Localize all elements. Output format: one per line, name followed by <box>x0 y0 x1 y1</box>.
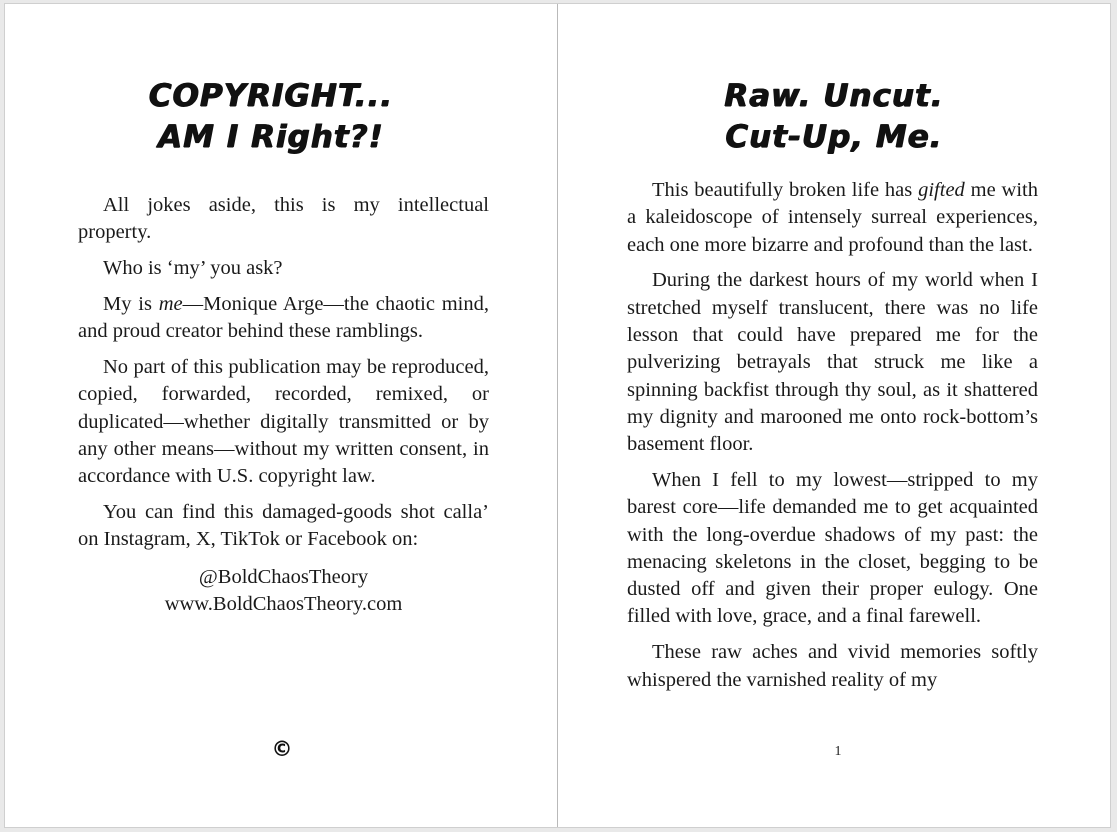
social-handle: @BoldChaosTheory <box>198 565 369 588</box>
emphasis-text: me <box>158 292 183 315</box>
book-spread <box>5 4 1110 827</box>
paragraph: All jokes aside, this is my intellectual property. <box>78 194 489 244</box>
paragraph-text: This beautifully broken life has <box>652 179 919 201</box>
left-page-body <box>78 192 489 618</box>
right-page-body <box>627 177 1038 702</box>
paragraph-text: —Monique Arge—the chaotic mind, and proud creator behind these ramblings. <box>78 292 490 343</box>
copyright-icon: © <box>271 737 293 761</box>
right-page <box>558 4 1110 827</box>
paragraph: Who is ‘my’ you ask? <box>103 257 283 280</box>
social-handles <box>78 564 489 619</box>
left-page <box>5 4 557 827</box>
left-page-title <box>5 76 537 158</box>
paragraph: These raw aches and vivid memories softly whispered the varnished reality of my <box>627 641 1038 691</box>
paragraph: During the darkest hours of my world when I stretched myself translucent, there was no life lesson that could have prepared me for the pulverizing betrayals that struck me like a spinning backfist through thy soul, as it shattered my dignity and marooned me onto rock-bottom’s basement floor. <box>627 269 1038 456</box>
right-title-line-1: Raw. Uncut. <box>724 78 944 114</box>
paragraph: No part of this publication may be reproduced, copied, forwarded, recorded, remixed, or duplicated—whether digitally transmitted or by any other means—without my written consent, in accordance with U.S. copyright law. <box>78 355 489 488</box>
website-link: www.BoldChaosTheory.com <box>164 592 403 615</box>
left-title-line-1: COPYRIGHT... <box>148 78 394 114</box>
paragraph <box>78 291 489 346</box>
paragraph: When I fell to my lowest—stripped to my barest core—life demanded me to get acquainted with the long-overdue shadows of my past: the menacing skeletons in the closet, begging to be dusted off and given their proper eulogy. One filled with love, grace, and a final farewell. <box>627 468 1038 628</box>
paragraph <box>627 177 1038 259</box>
paragraph-text: My is <box>103 292 159 315</box>
right-title-line-2: Cut-Up, Me. <box>725 119 943 155</box>
emphasis-text: gifted <box>918 179 965 201</box>
left-title-line-2: AM I Right?! <box>158 119 384 155</box>
right-page-title <box>558 76 1110 158</box>
page-number: 1 <box>834 744 842 759</box>
paragraph-text: me with a kaleidoscope of intensely surreal experiences, each one more bizarre and profound than the last. <box>627 179 1038 256</box>
paragraph: You can find this damaged-goods shot calla’ on Instagram, X, TikTok or Facebook on: <box>78 500 489 551</box>
